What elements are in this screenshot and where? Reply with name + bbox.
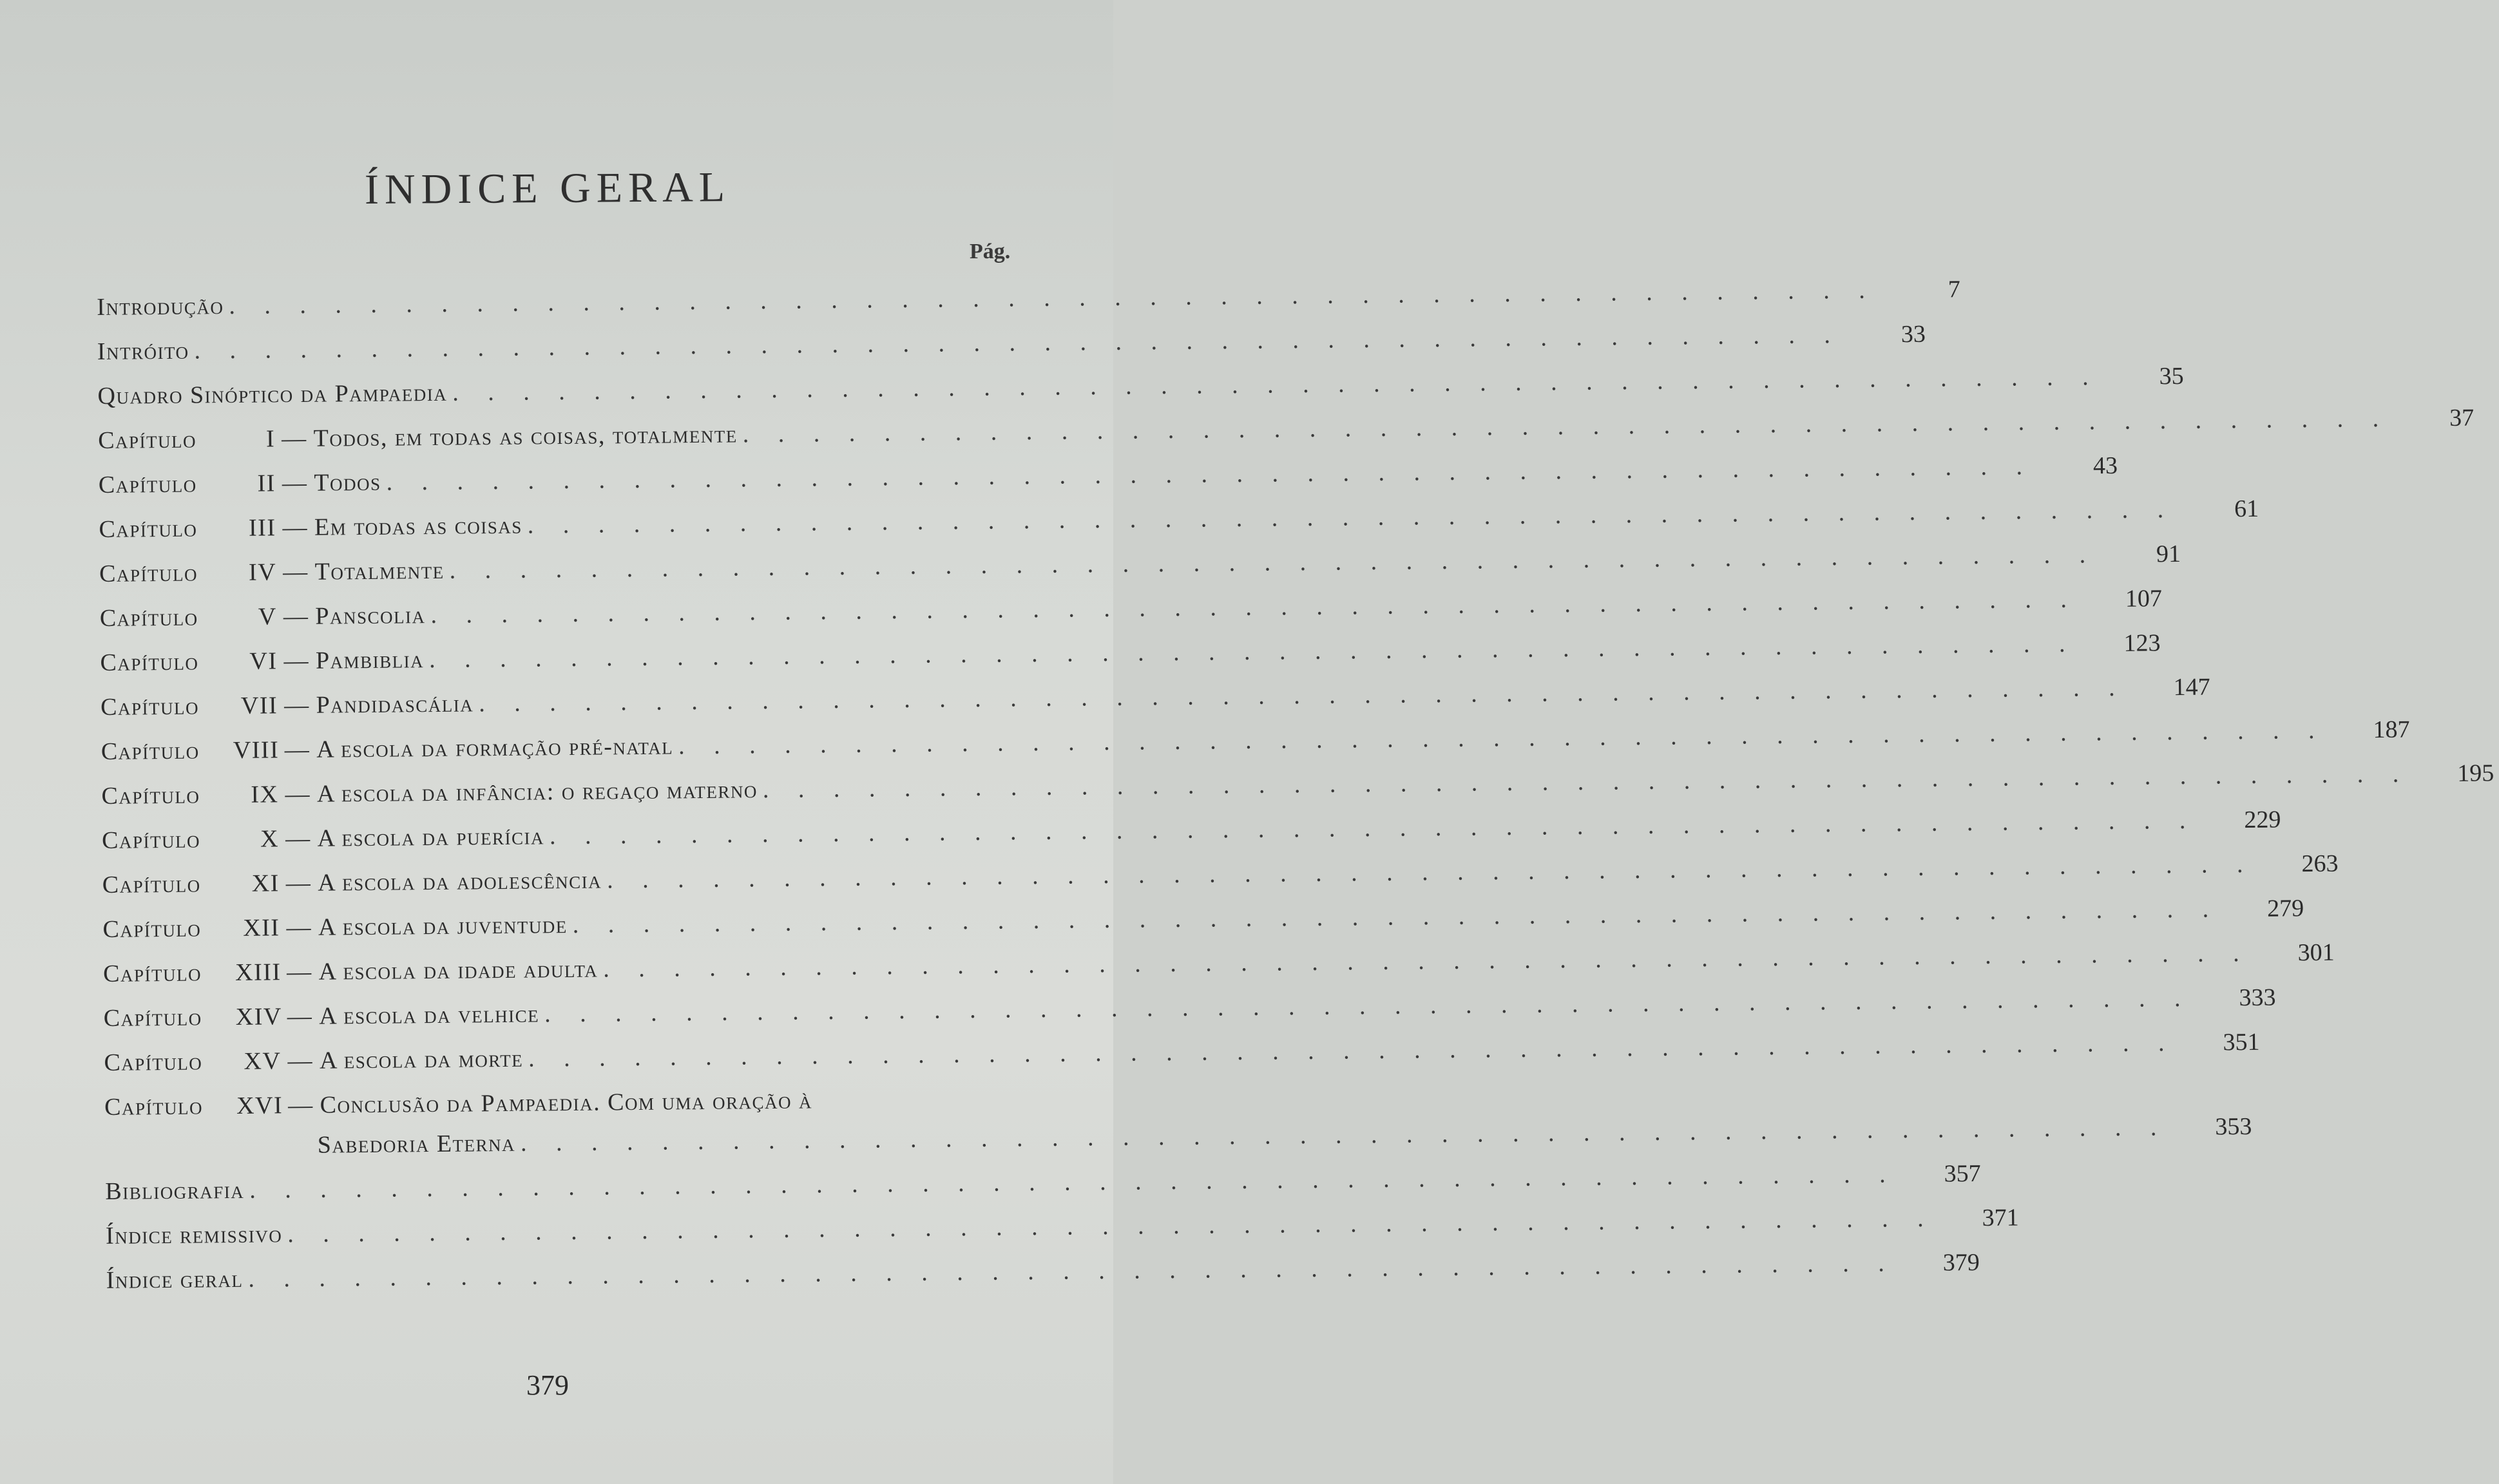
leader-dots: . . . . . . . . . . . . . . . . . . . . . . . . . . . . . . . . . . . . . . . . . . . . . . . <box>527 496 2176 539</box>
chapter-word: Capítulo <box>97 426 197 454</box>
leader-dots: . . . . . . . . . . . . . . . . . . . . . . . . . . . . . . . . . . . . . . . . . . . . . . . <box>520 1114 2169 1157</box>
chapter-number: XIV <box>235 1003 283 1031</box>
chapter-number: IX <box>251 781 279 808</box>
chapter-word: Capítulo <box>101 826 201 854</box>
chapter-number: XI <box>251 870 280 897</box>
toc-entry-page: 123 <box>2123 629 2161 657</box>
toc-entry-page: 279 <box>2266 895 2304 922</box>
chapter-number: XVI <box>236 1092 283 1119</box>
leader-dots: . . . . . . . . . . . . . . . . . . . . . . . . . . . . . . . . . . . . . . . . . . . . . . . <box>428 630 2077 674</box>
dash: — <box>287 1002 313 1031</box>
toc-entry-page: 107 <box>2125 585 2163 613</box>
leader-dots: . . . . . . . . . . . . . . . . . . . . . . . . . . . . . . . . . . . . . . . . . . . . . . . <box>452 363 2100 406</box>
leader-dots: . . . . . . . . . . . . . . . . . . . . . . . . . . . . . . . . . . . . . . . . . . . . . . . <box>572 895 2221 938</box>
toc-entry-page: 229 <box>2244 806 2281 834</box>
toc-entry-label: A escola da formação pré-natal <box>316 732 674 763</box>
toc-entry-page: 187 <box>2373 716 2410 744</box>
leader-dots: . . . . . . . . . . . . . . . . . . . . . . . . . . . . . . . . . . . . . . . . . . . . . . . <box>528 1029 2176 1072</box>
chapter-word: Capítulo <box>101 737 200 765</box>
toc-entry-page: 195 <box>2457 759 2494 787</box>
table-of-contents <box>97 276 2494 1311</box>
dash: — <box>283 691 310 719</box>
chapter-number: X <box>260 825 280 853</box>
chapter-word: Capítulo <box>99 515 198 543</box>
toc-entry-label: A escola da velhice <box>319 1000 540 1030</box>
toc-entry-page: 35 <box>2159 362 2184 390</box>
leader-dots: . . . . . . . . . . . . . . . . . . . . . . . . . . . . . . . . . . . . . . . . . . . . . . . <box>762 760 2411 804</box>
dash: — <box>287 1091 314 1119</box>
toc-entry-label-continuation: Sabedoria Eterna <box>317 1129 516 1159</box>
toc-entry-label: Intróito <box>97 337 189 365</box>
toc-entry-label: Introdução <box>97 292 224 321</box>
toc-entry-label: A escola da morte <box>319 1045 524 1074</box>
toc-entry-page: 379 <box>1942 1249 1980 1277</box>
chapter-word: Capítulo <box>102 959 202 987</box>
toc-entry-page: 37 <box>2449 404 2475 432</box>
dash: — <box>287 1047 314 1075</box>
chapter-word: Capítulo <box>98 470 197 499</box>
toc-entry-indice-geral[interactable] <box>106 1249 1980 1311</box>
chapter-number: II <box>257 470 276 497</box>
leader-dots: . . . . . . . . . . . . . . . . . . . . . . . . . . . . . . . . . . . . . . . . . . . . . . . <box>248 1250 1896 1293</box>
toc-entry-page: 7 <box>1948 276 1960 303</box>
dash: — <box>282 469 308 497</box>
toc-entry-label: Totalmente <box>314 556 445 585</box>
toc-entry-page: 353 <box>2215 1112 2252 1141</box>
dash: — <box>285 824 311 853</box>
toc-entry-page: 147 <box>2173 673 2210 701</box>
page-title: ÍNDICE GERAL <box>364 164 731 213</box>
toc-entry-page: 333 <box>2239 984 2276 1012</box>
chapter-word: Capítulo <box>100 648 199 676</box>
dash: — <box>283 602 309 631</box>
toc-entry-label: A escola da infância: o regaço materno <box>316 776 758 808</box>
dash: — <box>281 424 307 453</box>
dash: — <box>282 558 309 586</box>
leader-dots: . . . . . . . . . . . . . . . . . . . . . . . . . . . . . . . . . . . . . . . . . . . . . . . <box>386 453 2035 496</box>
toc-entry-label: Índice geral <box>106 1265 244 1294</box>
dash: — <box>285 869 312 897</box>
toc-entry-page: 351 <box>2223 1028 2260 1056</box>
chapter-number: V <box>258 603 278 631</box>
chapter-word: Capítulo <box>99 604 198 632</box>
chapter-number: XV <box>244 1047 282 1075</box>
toc-entry-page: 357 <box>1944 1159 1981 1188</box>
dash: — <box>286 958 312 986</box>
toc-entry-label: Quadro Sinóptico da Pampaedia <box>97 379 448 410</box>
toc-entry-page: 43 <box>2092 452 2118 480</box>
toc-entry-label: A escola da adolescência <box>318 866 602 897</box>
leader-dots: . . . . . . . . . . . . . . . . . . . . . . . . . . . . . . . . . . . . . . . . . . . . . . . <box>430 585 2079 629</box>
toc-entry-label: A escola da juventude <box>318 911 568 941</box>
toc-entry-label: Índice remissivo <box>105 1221 283 1250</box>
page-column-label: Pág. <box>970 240 1011 263</box>
leader-dots: . . . . . . . . . . . . . . . . . . . . . . . . . . . . . . . . . . . . . . . . . . . . . . . <box>194 321 1843 365</box>
chapter-number: VIII <box>233 736 280 764</box>
chapter-word: Capítulo <box>100 692 200 721</box>
dash: — <box>285 780 311 808</box>
leader-dots: . . . . . . . . . . . . . . . . . . . . . . . . . . . . . . . . . . . . . . . . . . . . . . . <box>606 850 2255 894</box>
toc-entry-label: Conclusão da Pampaedia. Com uma oração à <box>320 1087 813 1119</box>
toc-entry-page: 33 <box>1901 320 1926 348</box>
toc-entry-label: Pandidascália <box>316 690 474 719</box>
toc-entry-label: Panscolia <box>315 602 426 630</box>
chapter-word: Capítulo <box>103 1004 202 1032</box>
chapter-word: Capítulo <box>104 1048 203 1076</box>
toc-entry-label: A escola da idade adulta <box>318 955 598 985</box>
chapter-number: VII <box>240 692 278 719</box>
chapter-word: Capítulo <box>102 915 202 943</box>
toc-entry-label: Todos <box>314 468 381 497</box>
dash: — <box>283 647 310 675</box>
leader-dots: . . . . . . . . . . . . . . . . . . . . . . . . . . . . . . . . . . . . . . . . . . . . . . . <box>549 806 2197 850</box>
leader-dots: . . . . . . . . . . . . . . . . . . . . . . . . . . . . . . . . . . . . . . . . . . . . . . . <box>229 276 1877 320</box>
toc-entry-page: 91 <box>2156 540 2181 568</box>
leader-dots: . . . . . . . . . . . . . . . . . . . . . . . . . . . . . . . . . . . . . . . . . . . . . . . <box>479 674 2127 718</box>
chapter-word: Capítulo <box>99 559 198 587</box>
chapter-word: Capítulo <box>102 870 201 899</box>
toc-entry-page: 263 <box>2301 850 2339 878</box>
leader-dots: . . . . . . . . . . . . . . . . . . . . . . . . . . . . . . . . . . . . . . . . . . . . . . . <box>742 404 2391 448</box>
chapter-word: Capítulo <box>101 781 200 810</box>
toc-entry-label: Em todas as coisas <box>314 511 522 541</box>
dash: — <box>284 736 311 764</box>
chapter-number: XIII <box>235 958 282 986</box>
leader-dots: . . . . . . . . . . . . . . . . . . . . . . . . . . . . . . . . . . . . . . . . . . . . . . . <box>678 716 2326 760</box>
leader-dots: . . . . . . . . . . . . . . . . . . . . . . . . . . . . . . . . . . . . . . . . . . . . . . . <box>544 984 2192 1028</box>
leader-dots: . . . . . . . . . . . . . . . . . . . . . . . . . . . . . . . . . . . . . . . . . . . . . . . <box>449 541 2098 584</box>
toc-entry-label: Todos, em todas as coisas, totalmente <box>313 421 738 452</box>
toc-entry-label: Bibliografia <box>105 1176 245 1205</box>
dash: — <box>282 513 309 542</box>
toc-entry-label: Pambiblia <box>315 646 425 674</box>
chapter-number: XII <box>243 914 280 942</box>
leader-dots: . . . . . . . . . . . . . . . . . . . . . . . . . . . . . . . . . . . . . . . . . . . . . . . <box>287 1204 1935 1248</box>
chapter-number: I <box>265 425 276 453</box>
toc-entry-page: 61 <box>2234 495 2259 523</box>
toc-entry-page: 371 <box>1982 1204 2019 1232</box>
toc-entry-page: 301 <box>2297 938 2335 967</box>
dash: — <box>286 913 312 942</box>
leader-dots: . . . . . . . . . . . . . . . . . . . . . . . . . . . . . . . . . . . . . . . . . . . . . . . <box>249 1161 1897 1204</box>
leader-dots: . . . . . . . . . . . . . . . . . . . . . . . . . . . . . . . . . . . . . . . . . . . . . . . <box>603 939 2251 983</box>
chapter-word: Capítulo <box>104 1092 204 1121</box>
toc-entry-label: A escola da puerícia <box>317 823 545 852</box>
chapter-number: VI <box>249 647 278 675</box>
chapter-number: IV <box>248 558 277 586</box>
chapter-number: III <box>248 514 276 542</box>
page-number: 379 <box>526 1369 569 1401</box>
